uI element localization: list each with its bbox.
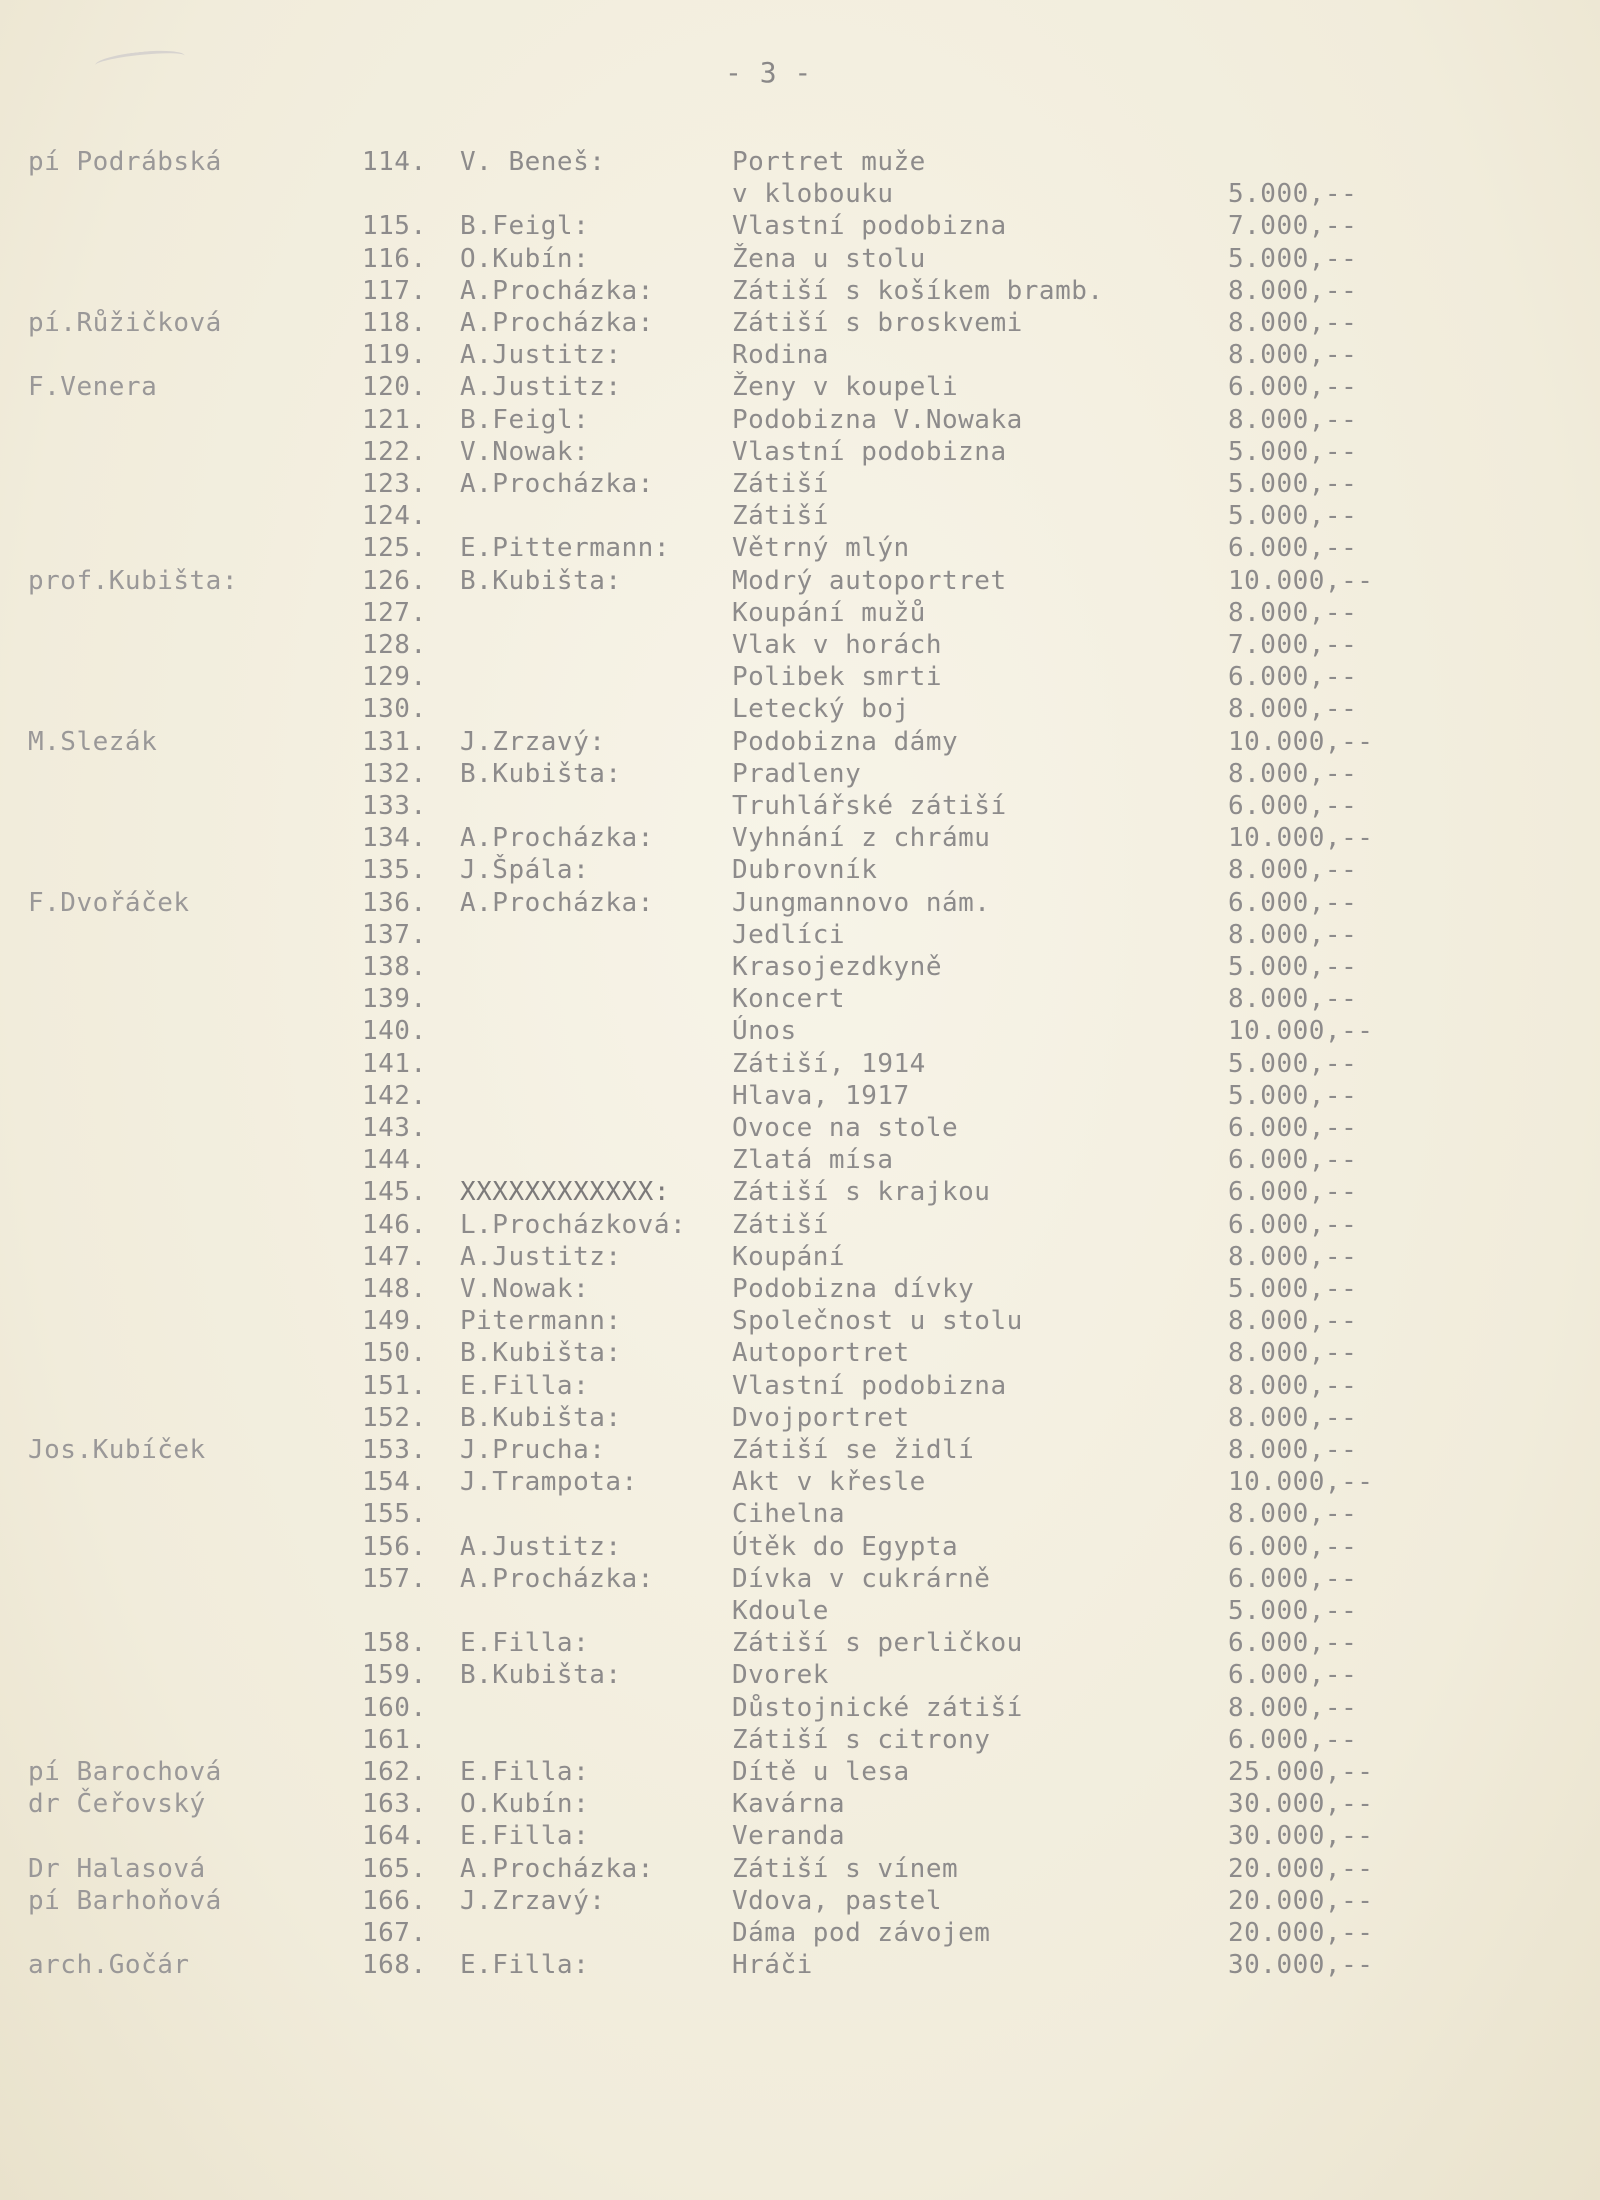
price-value: 8.000,-- (1228, 1370, 1358, 1401)
item-number: 143. (362, 1113, 427, 1143)
list-row (0, 1434, 1600, 1466)
item-number: 144. (362, 1145, 427, 1176)
artist-name: J.Prucha: (460, 1435, 606, 1465)
artist-name: J.Zrzavý: (460, 726, 606, 757)
item-number: 114. (362, 147, 427, 177)
item-number: 163. (362, 1789, 427, 1820)
item-number: 121. (362, 404, 427, 435)
artwork-title: Společnost u stolu (732, 1306, 1023, 1337)
artwork-title: Dáma pod závojem (732, 1918, 991, 1948)
owner-name: pí Podrábská (28, 147, 222, 177)
item-number: 146. (362, 1209, 427, 1240)
price-value: 6.000,-- (1228, 1209, 1358, 1240)
artist-name: A.Justitz: (460, 372, 622, 403)
owner-name: Dr Halasová (28, 1853, 206, 1884)
item-number: 134. (362, 823, 427, 854)
artist-name: V.Nowak: (460, 436, 590, 467)
artwork-title: Cihelna (732, 1499, 846, 1530)
item-number: 159. (362, 1660, 427, 1691)
list-row (0, 790, 1600, 822)
price-value: 8.000,-- (1228, 758, 1358, 789)
list-row (0, 629, 1600, 661)
artwork-title: Zátiší s vínem (732, 1853, 959, 1884)
list-row (0, 1756, 1600, 1788)
price-value: 5.000,-- (1228, 243, 1358, 274)
artwork-title: Vdova, pastel (732, 1885, 942, 1916)
artist-name: Pitermann: (460, 1306, 622, 1337)
artwork-title: Zátiší (732, 469, 829, 499)
artwork-title: Zátiší s broskvemi (732, 308, 1023, 338)
owner-name: Jos.Kubíček (28, 1435, 206, 1465)
list-row (0, 275, 1600, 307)
price-value: 8.000,-- (1228, 694, 1358, 725)
price-value: 8.000,-- (1228, 1338, 1358, 1369)
artwork-title: Letecký boj (732, 694, 910, 725)
owner-name: arch.Gočár (28, 1950, 190, 1981)
artwork-title: Větrný mlýn (732, 533, 910, 564)
item-number: 162. (362, 1757, 427, 1787)
artwork-title: Dubrovník (732, 855, 878, 886)
price-value: 5.000,-- (1228, 469, 1358, 499)
price-value: 6.000,-- (1228, 1628, 1358, 1659)
artwork-title: Podobizna V.Nowaka (732, 404, 1023, 435)
list-row (0, 1692, 1600, 1724)
list-row (0, 500, 1600, 532)
item-number: 119. (362, 340, 427, 371)
price-value: 8.000,-- (1228, 1306, 1358, 1337)
artwork-title: Zlatá mísa (732, 1145, 894, 1176)
item-number: 127. (362, 597, 427, 628)
list-row (0, 693, 1600, 725)
price-value: 20.000,-- (1228, 1853, 1374, 1884)
list-row (0, 951, 1600, 983)
item-number: 167. (362, 1918, 427, 1948)
artwork-title: Vyhnání z chrámu (732, 823, 991, 854)
item-number: 123. (362, 469, 427, 499)
price-value: 5.000,-- (1228, 952, 1358, 982)
artwork-title: Dvojportret (732, 1402, 910, 1433)
page-number: - 3 - (725, 56, 812, 89)
price-value: 5.000,-- (1228, 436, 1358, 467)
artwork-title: Jungmannovo nám. (732, 887, 991, 918)
list-row (0, 1917, 1600, 1949)
artwork-title: Dívka v cukrárně (732, 1563, 991, 1594)
artwork-title: Zátiší s košíkem bramb. (732, 275, 1104, 306)
artist-name: E.Filla: (460, 1370, 590, 1401)
artist-name: A.Procházka: (460, 308, 654, 338)
item-number: 118. (362, 308, 427, 338)
list-row (0, 436, 1600, 468)
artwork-title: Koupání mužů (732, 597, 926, 628)
artwork-title: Jedlíci (732, 919, 846, 950)
list-row (0, 1466, 1600, 1498)
artwork-title: Zátiší s krajkou (732, 1177, 991, 1208)
item-number: 132. (362, 758, 427, 789)
list-row (0, 1273, 1600, 1305)
item-number: 157. (362, 1563, 427, 1594)
artwork-title: Útěk do Egypta (732, 1531, 959, 1562)
item-number: 154. (362, 1467, 427, 1498)
item-number: 116. (362, 243, 427, 274)
list-row (0, 1015, 1600, 1047)
owner-name: M.Slezák (28, 726, 158, 757)
price-value: 6.000,-- (1228, 791, 1358, 821)
owner-name: pí Barhoňová (28, 1885, 222, 1916)
artist-name: A.Procházka: (460, 887, 654, 918)
artwork-title: Hráči (732, 1950, 813, 1981)
price-value: 6.000,-- (1228, 1563, 1358, 1594)
item-number: 142. (362, 1080, 427, 1111)
item-number: 164. (362, 1821, 427, 1852)
artwork-title: Akt v křesle (732, 1467, 926, 1498)
item-number: 120. (362, 372, 427, 403)
item-number: 137. (362, 919, 427, 950)
artwork-title: Vlastní podobizna (732, 1370, 1007, 1401)
artist-name: A.Justitz: (460, 1241, 622, 1272)
item-number: 147. (362, 1241, 427, 1272)
list-row (0, 404, 1600, 436)
price-value: 5.000,-- (1228, 179, 1358, 210)
artwork-title: Zátiší, 1914 (732, 1048, 926, 1079)
artist-name: A.Justitz: (460, 340, 622, 371)
artwork-title: Pradleny (732, 758, 862, 789)
list-row (0, 726, 1600, 758)
item-number: 133. (362, 791, 427, 821)
item-number: 140. (362, 1016, 427, 1047)
artwork-title: Kdoule (732, 1596, 829, 1626)
owner-name: dr Čeřovský (28, 1789, 206, 1820)
item-number: 115. (362, 211, 427, 242)
price-value: 20.000,-- (1228, 1885, 1374, 1916)
price-value: 6.000,-- (1228, 1660, 1358, 1691)
artist-name: J.Trampota: (460, 1467, 638, 1498)
artist-name: A.Procházka: (460, 1853, 654, 1884)
price-value: 8.000,-- (1228, 1499, 1358, 1530)
owner-name: pí Barochová (28, 1757, 222, 1787)
artwork-title: Vlastní podobizna (732, 211, 1007, 242)
list-row (0, 983, 1600, 1015)
price-value: 8.000,-- (1228, 855, 1358, 886)
owner-name: F.Dvořáček (28, 887, 190, 918)
item-number: 138. (362, 952, 427, 982)
list-row (0, 1048, 1600, 1080)
item-number: 165. (362, 1853, 427, 1884)
item-number: 155. (362, 1499, 427, 1530)
artwork-title: Dítě u lesa (732, 1757, 910, 1787)
item-number: 126. (362, 565, 427, 596)
list-row (0, 178, 1600, 210)
price-value: 6.000,-- (1228, 1724, 1358, 1755)
price-value: 8.000,-- (1228, 1435, 1358, 1465)
price-value: 8.000,-- (1228, 308, 1358, 338)
price-value: 6.000,-- (1228, 1531, 1358, 1562)
item-number: 129. (362, 662, 427, 693)
list-row (0, 1885, 1600, 1917)
list-row (0, 1595, 1600, 1627)
item-number: 128. (362, 630, 427, 660)
price-value: 8.000,-- (1228, 1692, 1358, 1723)
item-number: 131. (362, 726, 427, 757)
list-row (0, 532, 1600, 564)
item-number: 158. (362, 1628, 427, 1659)
list-row (0, 146, 1600, 178)
artwork-title: Ovoce na stole (732, 1113, 959, 1143)
price-value: 8.000,-- (1228, 340, 1358, 371)
item-number: 152. (362, 1402, 427, 1433)
list-row (0, 1305, 1600, 1337)
item-number: 136. (362, 887, 427, 918)
artist-name: V.Nowak: (460, 1274, 590, 1304)
artwork-title: Ženy v koupeli (732, 372, 959, 403)
price-value: 8.000,-- (1228, 597, 1358, 628)
artwork-title: Rodina (732, 340, 829, 371)
artist-name: L.Procházková: (460, 1209, 687, 1240)
list-row (0, 822, 1600, 854)
item-number: 130. (362, 694, 427, 725)
item-number: 150. (362, 1338, 427, 1369)
artwork-title: Vlak v horách (732, 630, 942, 660)
artist-name: A.Procházka: (460, 275, 654, 306)
artwork-title: Koncert (732, 984, 846, 1015)
item-number: 149. (362, 1306, 427, 1337)
item-number: 135. (362, 855, 427, 886)
list-row (0, 210, 1600, 242)
list-row (0, 1370, 1600, 1402)
artwork-title: Podobizna dívky (732, 1274, 975, 1304)
artwork-title: Portret muže (732, 147, 926, 177)
price-value: 30.000,-- (1228, 1950, 1374, 1981)
item-number: 160. (362, 1692, 427, 1723)
list-row (0, 1337, 1600, 1369)
artist-name: E.Filla: (460, 1628, 590, 1659)
item-number: 141. (362, 1048, 427, 1079)
artist-name: B.Kubišta: (460, 758, 622, 789)
price-value: 8.000,-- (1228, 984, 1358, 1015)
list-row (0, 371, 1600, 403)
artwork-title: Hlava, 1917 (732, 1080, 910, 1111)
price-value: 8.000,-- (1228, 1402, 1358, 1433)
list-row (0, 919, 1600, 951)
list-row (0, 1080, 1600, 1112)
price-value: 7.000,-- (1228, 211, 1358, 242)
artwork-title: Autoportret (732, 1338, 910, 1369)
artwork-title: Dvorek (732, 1660, 829, 1691)
artwork-title: v klobouku (732, 179, 894, 210)
list-row (0, 854, 1600, 886)
list-row (0, 887, 1600, 919)
item-number: 148. (362, 1274, 427, 1304)
list-row (0, 1563, 1600, 1595)
artist-name: B.Feigl: (460, 404, 590, 435)
owner-name: prof.Kubišta: (28, 565, 238, 596)
price-value: 6.000,-- (1228, 887, 1358, 918)
price-value: 8.000,-- (1228, 275, 1358, 306)
artwork-title: Únos (732, 1016, 797, 1047)
price-value: 10.000,-- (1228, 726, 1374, 757)
list-row (0, 1724, 1600, 1756)
list-row (0, 1144, 1600, 1176)
list-row (0, 1112, 1600, 1144)
artist-name: V. Beneš: (460, 147, 606, 177)
artist-name: E.Filla: (460, 1821, 590, 1852)
artist-name: B.Kubišta: (460, 565, 622, 596)
list-row (0, 1659, 1600, 1691)
artwork-title: Žena u stolu (732, 243, 926, 274)
list-row (0, 661, 1600, 693)
artist-name: E.Filla: (460, 1950, 590, 1981)
list-row (0, 1209, 1600, 1241)
artwork-title: Veranda (732, 1821, 846, 1852)
list-row (0, 1176, 1600, 1208)
price-value: 6.000,-- (1228, 1177, 1358, 1208)
artwork-title: Zátiší (732, 1209, 829, 1240)
price-value: 10.000,-- (1228, 565, 1374, 596)
list-row (0, 307, 1600, 339)
artwork-title: Zátiší s citrony (732, 1724, 991, 1755)
price-value: 25.000,-- (1228, 1757, 1374, 1787)
list-row (0, 243, 1600, 275)
artwork-title: Zátiší (732, 501, 829, 532)
list-row (0, 468, 1600, 500)
item-number: 166. (362, 1885, 427, 1916)
list-row (0, 1820, 1600, 1852)
list-row (0, 1788, 1600, 1820)
list-row (0, 1498, 1600, 1530)
item-number: 145. (362, 1177, 427, 1208)
price-value: 5.000,-- (1228, 1048, 1358, 1079)
artist-name: A.Procházka: (460, 469, 654, 499)
artwork-title: Důstojnické zátiší (732, 1692, 1023, 1723)
owner-name: pí.Růžičková (28, 308, 222, 338)
price-value: 6.000,-- (1228, 662, 1358, 693)
item-number: 168. (362, 1950, 427, 1981)
price-value: 30.000,-- (1228, 1821, 1374, 1852)
price-value: 10.000,-- (1228, 823, 1374, 854)
price-value: 5.000,-- (1228, 1596, 1358, 1626)
list-row (0, 1949, 1600, 1981)
price-value: 5.000,-- (1228, 1080, 1358, 1111)
artwork-title: Zátiší s perličkou (732, 1628, 1023, 1659)
price-value: 6.000,-- (1228, 1145, 1358, 1176)
item-number: 139. (362, 984, 427, 1015)
artist-name: B.Feigl: (460, 211, 590, 242)
price-value: 10.000,-- (1228, 1467, 1374, 1498)
item-number: 161. (362, 1724, 427, 1755)
artwork-title: Podobizna dámy (732, 726, 959, 757)
artist-name: B.Kubišta: (460, 1338, 622, 1369)
artwork-title: Zátiší se židlí (732, 1435, 975, 1465)
list-row (0, 565, 1600, 597)
item-number: 151. (362, 1370, 427, 1401)
owner-name: F.Venera (28, 372, 158, 403)
price-value: 8.000,-- (1228, 919, 1358, 950)
list-row (0, 1853, 1600, 1885)
list-row (0, 1531, 1600, 1563)
item-number: 156. (362, 1531, 427, 1562)
list-row (0, 758, 1600, 790)
artist-name: O.Kubín: (460, 1789, 590, 1820)
artwork-title: Truhlářské zátiší (732, 791, 1007, 821)
price-value: 7.000,-- (1228, 630, 1358, 660)
artist-name: E.Pittermann: (460, 533, 670, 564)
price-value: 6.000,-- (1228, 372, 1358, 403)
price-value: 6.000,-- (1228, 533, 1358, 564)
list-row (0, 1241, 1600, 1273)
artist-name: O.Kubín: (460, 243, 590, 274)
artist-name: B.Kubišta: (460, 1402, 622, 1433)
price-value: 6.000,-- (1228, 1113, 1358, 1143)
artist-name: B.Kubišta: (460, 1660, 622, 1691)
item-number: 125. (362, 533, 427, 564)
price-value: 30.000,-- (1228, 1789, 1374, 1820)
artwork-title: Modrý autoportret (732, 565, 1007, 596)
price-value: 8.000,-- (1228, 1241, 1358, 1272)
artwork-title: Polibek smrti (732, 662, 942, 693)
list-row (0, 1402, 1600, 1434)
artist-name: A.Justitz: (460, 1531, 622, 1562)
list-row (0, 339, 1600, 371)
artist-name: XXXXXXXXXXXX: (460, 1177, 670, 1208)
artwork-title: Krasojezdkyně (732, 952, 942, 982)
artwork-title: Vlastní podobizna (732, 436, 1007, 467)
list-row (0, 1627, 1600, 1659)
list-row (0, 597, 1600, 629)
item-number: 117. (362, 275, 427, 306)
artist-name: J.Zrzavý: (460, 1885, 606, 1916)
artwork-title: Kavárna (732, 1789, 846, 1820)
artist-name: E.Filla: (460, 1757, 590, 1787)
artist-name: J.Špála: (460, 855, 590, 886)
price-value: 5.000,-- (1228, 501, 1358, 532)
item-number: 124. (362, 501, 427, 532)
price-value: 10.000,-- (1228, 1016, 1374, 1047)
price-value: 5.000,-- (1228, 1274, 1358, 1304)
artist-name: A.Procházka: (460, 823, 654, 854)
item-number: 153. (362, 1435, 427, 1465)
price-value: 20.000,-- (1228, 1918, 1374, 1948)
artist-name: A.Procházka: (460, 1563, 654, 1594)
item-number: 122. (362, 436, 427, 467)
price-value: 8.000,-- (1228, 404, 1358, 435)
artwork-title: Koupání (732, 1241, 846, 1272)
